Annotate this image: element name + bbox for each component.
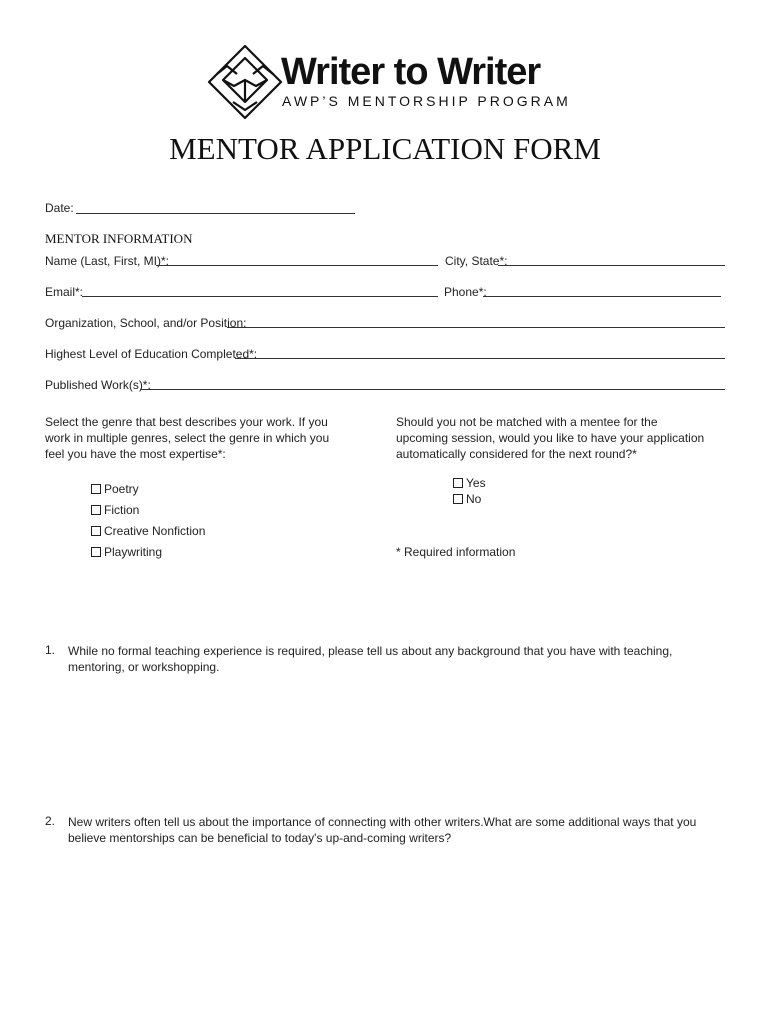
question-1-text: While no formal teaching experience is required, please tell us about any background that you have with teaching, mentoring, or workshopping. (68, 644, 673, 674)
email-label: Email*: (45, 285, 84, 299)
logo-subtitle: AWP’S MENTORSHIP PROGRAM (282, 93, 571, 109)
logo-title: Writer to Writer (281, 51, 541, 93)
checkbox[interactable] (91, 526, 101, 536)
date-field[interactable] (76, 213, 355, 214)
genre-option-creative-nonfiction[interactable]: Creative Nonfiction (91, 524, 205, 538)
genre-option-playwriting[interactable]: Playwriting (91, 545, 162, 559)
checkbox[interactable] (91, 547, 101, 557)
name-label: Name (Last, First, MI)*: (45, 254, 170, 268)
auto-consider-no[interactable]: No (453, 492, 481, 506)
question-2-number: 2. (45, 814, 56, 828)
auto-consider-prompt: Should you not be matched with a mentee for the upcoming session, would you like to have your application automatically considered for the next round?* (396, 415, 705, 461)
genre-option-fiction[interactable]: Fiction (91, 503, 139, 517)
date-label: Date: (45, 201, 74, 215)
checkbox[interactable] (91, 505, 101, 515)
email-field[interactable] (82, 296, 438, 297)
published-label: Published Work(s)*: (45, 378, 151, 392)
phone-label: Phone*: (444, 285, 487, 299)
checkbox[interactable] (453, 494, 463, 504)
genre-prompt: Select the genre that best describes your work. If you work in multiple genres, select the genre in which you feel you have the most expertise*: (45, 415, 330, 461)
auto-consider-yes[interactable]: Yes (453, 476, 486, 490)
phone-field[interactable] (483, 296, 721, 297)
name-field[interactable] (156, 265, 438, 266)
question-1-number: 1. (45, 643, 56, 657)
city-field[interactable] (498, 265, 725, 266)
genre-option-poetry[interactable]: Poetry (91, 482, 139, 496)
checkbox[interactable] (91, 484, 101, 494)
section-heading: MENTOR INFORMATION (45, 231, 193, 246)
education-field[interactable] (235, 358, 725, 359)
organization-field[interactable] (227, 327, 725, 328)
city-label: City, State*: (445, 254, 508, 268)
checkbox[interactable] (453, 478, 463, 488)
education-label: Highest Level of Education Completed*: (45, 347, 258, 361)
published-field[interactable] (140, 389, 725, 390)
page-title: MENTOR APPLICATION FORM (169, 131, 601, 166)
organization-label: Organization, School, and/or Position: (45, 316, 247, 330)
required-note: * Required information (396, 545, 516, 559)
question-2-text: New writers often tell us about the importance of connecting with other writers.What are some additional ways that you believe mentorships can be beneficial to today's up-and-coming writers? (68, 815, 697, 845)
